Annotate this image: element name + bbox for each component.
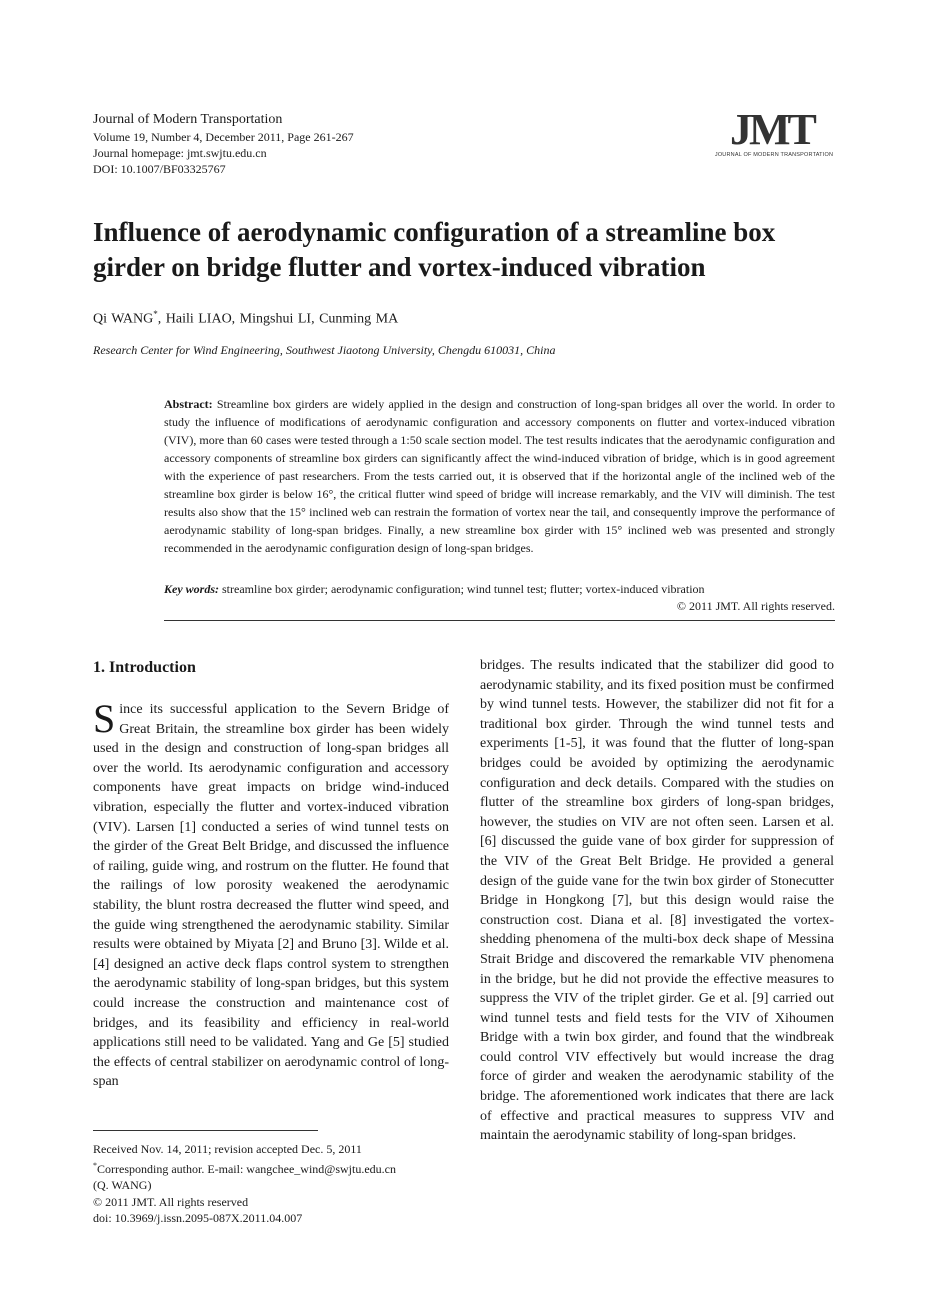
author-rest: , Haili LIAO, Mingshui LI, Cunming MA: [157, 311, 399, 327]
intro-left-text: ince its successful application to the Severn Bridge of Great Britain, the streamline box girder has been widely used in the design and construction of long-span bridges all over the world. Its aerodynamic configuration and accessory components have great impacts on bridge wind-induced vibration, especially the flutter and vortex-induced vibration (VIV). Larsen [1] conducted a series of wind tunnel tests on the girder of the Great Belt Bridge, and discussed the influence of railing, guide wing, and rostrum on the flutter. He found that the railings of low porosity weakened the aerodynamic stability, the blunt rostra decreased the flutter wind speed, and the guide wing strengthened the aerodynamic stability. Similar results were obtained by Miyata [2] and Bruno [3]. Wilde et al. [4] designed an active deck flaps control system to strengthen the aerodynamic stability of long-span bridges, but this system could increase the construction and maintenance cost of bridges, and its feasibility and efficiency in real-world applications still need to be validated. Yang and Ge [5] studied the effects of central stabilizer on aerodynamic control of long-span: [93, 702, 449, 1090]
drop-cap: S: [93, 696, 116, 741]
author-first: Qi WANG: [93, 311, 154, 327]
intro-right-text: bridges. The results indicated that the stabilizer did good to aerodynamic stability, and its fixed position must be confirmed by wind tunnel tests. However, the stabilizer did not fit for a traditional box girder. Through the wind tunnel tests and experiments [1-5], it was found that the flutter of long-span bridges could be avoided by optimizing the aerodynamic configuration and deck details. Compared with the studies on flutter of the streamline box girders of long-span bridges, however, the studies on VIV are not often seen. Larsen et al. [6] discussed the guide vane of box girder for suppression of the VIV of the Great Belt Bridge. He provided a general design of the guide vane for the twin box girder of Stonecutter Bridge in Hongkong [7], but this design would raise the construction cost. Diana et al. [8] investigated the vortex-shedding phenomena of the multi-box deck shape of Messina Strait Bridge and discovered the remarkable VIV phenomena in the bridge, but he did not provide the effective measures to suppress the VIV of the triplet girder. Ge et al. [9] carried out wind tunnel tests and field tests for the VIV of Xihoumen Bridge with a twin box girder, and found that the windbreak could control VIV effectively but would increase the drag force of girder and weaken the aerodynamic stability of the bridge. The aforementioned work indicates that there are lack of effective and practical measures to suppress VIV and maintain the aerodynamic stability of long-span bridges.: [480, 658, 834, 1144]
corresponding-mark: *: [153, 309, 158, 319]
section-heading-introduction: 1. Introduction: [93, 659, 196, 676]
footnote-corresponding: [93, 1158, 453, 1178]
footnote-doi: doi: 10.3969/j.issn.2095-087X.2011.04.007: [93, 1211, 303, 1225]
footnote-corresponding-text: Corresponding author. E-mail: wangchee_wind@swjtu.edu.cn: [97, 1161, 396, 1176]
keywords-label: Key words:: [164, 582, 219, 596]
journal-name: Journal of Modern Transportation: [93, 112, 283, 127]
abstract-text: Streamline box girders are widely applied in the design and construction of long-span bridges all over the world. In order to study the influence of modifications of aerodynamic configuration and accessory components on flutter and vortex-induced vibration (VIV), more than 60 cases were tested through a 1:50 scale section model. The test results indicates that the aerodynamic configuration and accessory components of streamline box girders can significantly affect the wind-induced vibration of bridge, which is in good agreement with the experience of past researchers. From the tests carried out, it is observed that if the horizontal angle of the inclined web of the streamline box girder is below 16°, the critical flutter wind speed of bridge will increase remarkably, and the VIV will diminish. The test results also show that the 15° inclined web can restrain the formation of vortex near the tail, and consequently improve the performance of aerodynamic stability of long-span bridges. Finally, a new streamline box girder with 15° inclined web was presented and strongly recommended in the aerodynamic configuration design of long-span bridges.: [164, 397, 835, 555]
author-list: [93, 305, 398, 329]
journal-logo: [712, 105, 836, 160]
article-doi: DOI: 10.1007/BF03325767: [93, 162, 226, 176]
footnote-mark: *: [93, 1160, 97, 1170]
footnote-divider: [93, 1130, 318, 1131]
journal-header: [93, 111, 354, 177]
intro-left-column: [93, 696, 449, 1092]
abstract-divider: [164, 620, 835, 621]
keywords-text: streamline box girder; aerodynamic configuration; wind tunnel test; flutter; vortex-induced vibration: [219, 582, 705, 596]
footnote-corresponding-name: (Q. WANG): [93, 1178, 152, 1192]
logo-subtitle: JOURNAL OF MODERN TRANSPORTATION: [714, 152, 834, 158]
keywords: [164, 581, 835, 598]
journal-volume: Volume 19, Number 4, December 2011, Page 261-267: [93, 130, 354, 144]
footnotes: [93, 1141, 453, 1227]
footnote-received: Received Nov. 14, 2011; revision accepted Dec. 5, 2011: [93, 1142, 362, 1156]
intro-right-column: [480, 656, 834, 1146]
footnote-copyright: © 2011 JMT. All rights reserved: [93, 1194, 249, 1209]
abstract-label: Abstract:: [164, 397, 213, 411]
journal-homepage: Journal homepage: jmt.swjtu.edu.cn: [93, 146, 267, 160]
paper-title: Influence of aerodynamic configuration of a streamline box girder on bridge flutter and vortex-induced vibration: [93, 217, 776, 282]
affiliation: Research Center for Wind Engineering, Southwest Jiaotong University, Chengdu 610031, China: [93, 343, 556, 357]
logo-mark: JMT: [730, 105, 814, 154]
abstract: [164, 395, 835, 557]
copyright-line: © 2011 JMT. All rights reserved.: [676, 599, 835, 613]
